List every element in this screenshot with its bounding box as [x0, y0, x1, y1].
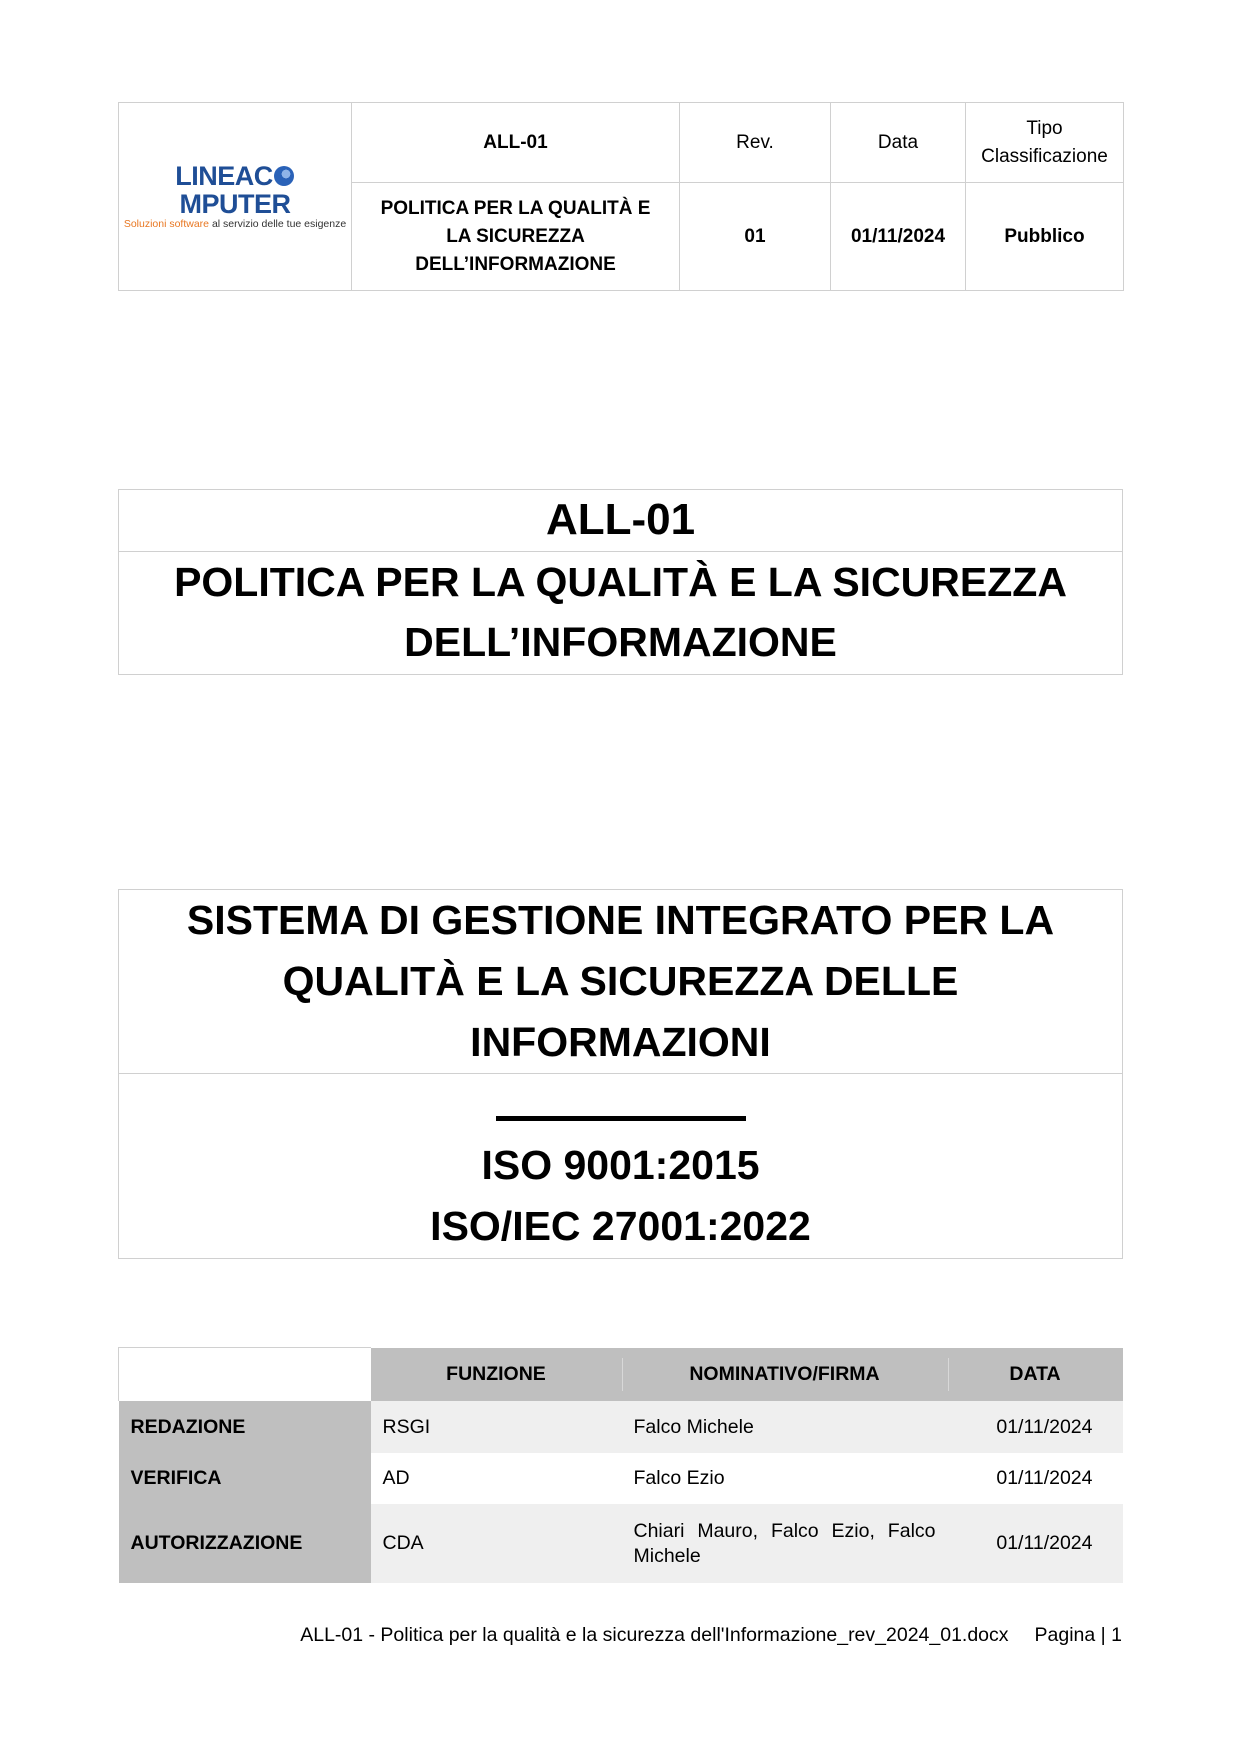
standard-iso-27001: ISO/IEC 27001:2022: [430, 1203, 811, 1249]
logo-tagline: al servizio delle tue esigenze: [209, 218, 347, 230]
header-doc-title: POLITICA PER LA QUALITÀ E LA SICUREZZA DELL’INFORMAZIONE: [352, 183, 680, 291]
table-row: [119, 1504, 1123, 1583]
row-funzione: CDA: [371, 1504, 622, 1583]
globe-icon: [274, 166, 294, 186]
separator-line: [119, 1074, 1122, 1135]
management-system-box: [118, 889, 1123, 1259]
standard-iso-9001: ISO 9001:2015: [481, 1142, 760, 1188]
logo-text-prefix: LINEAC: [175, 161, 273, 191]
company-logo: [125, 162, 345, 231]
header-classification-value: Pubblico: [966, 183, 1124, 291]
row-nominativo: Chiari Mauro, Falco Ezio, Falco Michele: [622, 1504, 948, 1583]
document-header-table: [118, 102, 1124, 291]
title-box: [118, 489, 1123, 675]
header-date-label: Data: [831, 103, 966, 183]
header-rev-label: Rev.: [680, 103, 831, 183]
title-doc-title: POLITICA PER LA QUALITÀ E LA SICUREZZA DELL’INFORMAZIONE: [119, 551, 1122, 674]
standards-cell: [119, 1073, 1122, 1257]
row-funzione: AD: [371, 1453, 622, 1504]
row-funzione: RSGI: [371, 1401, 622, 1453]
row-data: 01/11/2024: [948, 1453, 1123, 1504]
header-doc-code: ALL-01: [352, 103, 680, 183]
row-nominativo: Falco Ezio: [622, 1453, 948, 1504]
column-header-blank: [119, 1348, 371, 1402]
header-classification-label: Tipo Classificazione: [966, 103, 1124, 183]
management-system-title: SISTEMA DI GESTIONE INTEGRATO PER LA QUALITÀ E LA SICUREZZA DELLE INFORMAZIONI: [186, 897, 1055, 1065]
title-doc-code: ALL-01: [545, 495, 696, 544]
page-footer: [300, 1622, 1122, 1648]
footer-filename: ALL-01 - Politica per la qualità e la sicurezza dell'Informazione_rev_2024_01.docx: [300, 1624, 1009, 1646]
approval-table-header: [119, 1348, 1123, 1402]
row-label: AUTORIZZAZIONE: [119, 1504, 371, 1583]
logo-cell: [119, 103, 352, 291]
approval-table: [118, 1347, 1123, 1583]
header-rev-value: 01: [680, 183, 831, 291]
logo-tagline-highlight: Soluzioni software: [123, 218, 210, 230]
row-data: 01/11/2024: [948, 1401, 1123, 1453]
row-label: REDAZIONE: [119, 1401, 371, 1453]
column-header-nominativo: NOMINATIVO/FIRMA: [622, 1348, 948, 1402]
header-date-value: 01/11/2024: [831, 183, 966, 291]
table-row: [119, 1453, 1123, 1504]
footer-page-number: Pagina | 1: [1034, 1624, 1122, 1646]
row-nominativo: Falco Michele: [622, 1401, 948, 1453]
column-header-data: DATA: [948, 1348, 1123, 1402]
column-header-funzione: FUNZIONE: [371, 1348, 622, 1402]
row-data: 01/11/2024: [948, 1504, 1123, 1583]
row-label: VERIFICA: [119, 1453, 371, 1504]
logo-text-suffix: MPUTER: [179, 189, 291, 219]
table-row: [119, 1401, 1123, 1453]
